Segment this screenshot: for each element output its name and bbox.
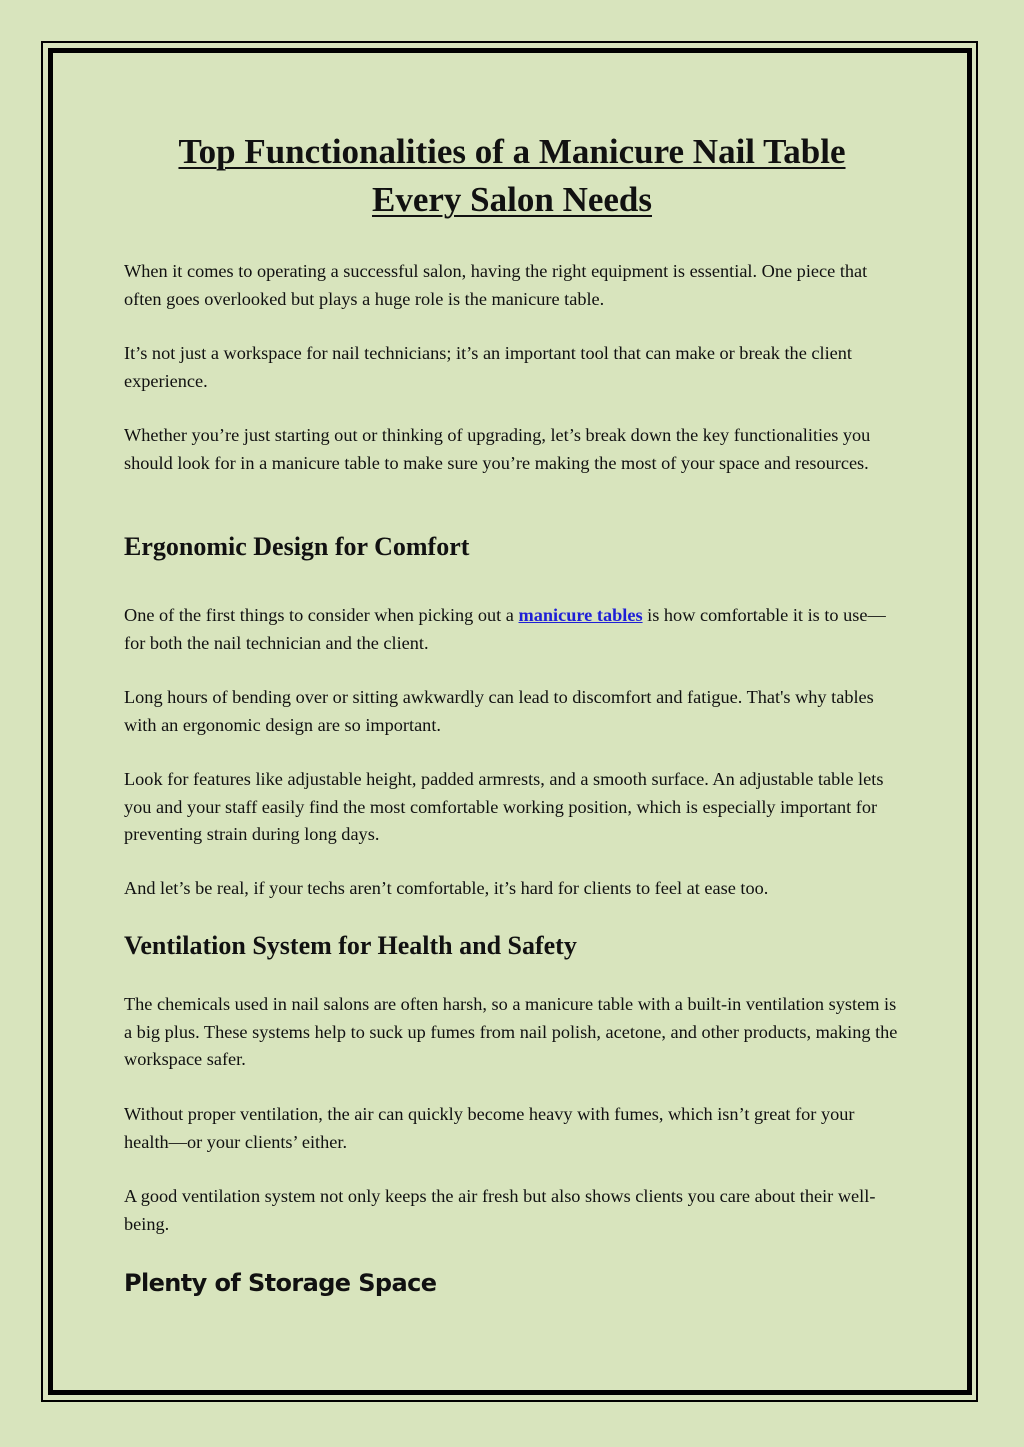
ergonomic-paragraph-2: Long hours of bending over or sitting awkwardly can lead to discomfort and fatigue. That's why tables with an ergonomic design are so important. bbox=[124, 687, 874, 735]
ventilation-paragraph-1: The chemicals used in nail salons are often harsh, so a manicure table with a built-in ventilation system is a big plus. These systems help to suck up fumes from nail polish, acetone, and other products, making the workspace safer. bbox=[124, 994, 898, 1069]
document-title bbox=[124, 128, 900, 224]
intro-paragraph-3: Whether you’re just starting out or thinking of upgrading, let’s break down the key functionalities you should look for in a manicure table to make sure you’re making the most of your space and resources. bbox=[124, 425, 871, 473]
ergonomic-paragraph-4: And let’s be real, if your techs aren’t comfortable, it’s hard for clients to feel at ease too. bbox=[124, 878, 769, 898]
intro-paragraph-2: It’s not just a workspace for nail technicians; it’s an important tool that can make or break the client experience. bbox=[124, 343, 852, 391]
ventilation-paragraph-2: Without proper ventilation, the air can quickly become heavy with fumes, which isn’t great for your health—or your clients’ either. bbox=[124, 1104, 855, 1152]
section-heading-ventilation: Ventilation System for Health and Safety bbox=[124, 931, 577, 960]
section-heading-ergonomic: Ergonomic Design for Comfort bbox=[124, 532, 470, 561]
ergonomic-paragraph-3: Look for features like adjustable height, padded armrests, and a smooth surface. An adjustable table lets you and your staff easily find the most comfortable working position, which is especially important for preventing strain during long days. bbox=[124, 769, 884, 844]
title-line-2: Every Salon Needs bbox=[372, 180, 652, 219]
ventilation-paragraph-3: A good ventilation system not only keeps the air fresh but also shows clients you care about their well-being. bbox=[124, 1186, 876, 1234]
ergonomic-paragraph-1 bbox=[124, 602, 900, 657]
section-heading-storage: Plenty of Storage Space bbox=[124, 1269, 437, 1297]
ergonomic-p1-after: is how comfortable it is to use—for both the nail technician and the client. bbox=[124, 605, 886, 653]
title-line-1: Top Functionalities of a Manicure Nail Table bbox=[178, 132, 846, 171]
intro-paragraph-1: When it comes to operating a successful salon, having the right equipment is essential. One piece that often goes overlooked but plays a huge role is the manicure table. bbox=[124, 261, 868, 309]
ergonomic-p1-before: One of the first things to consider when picking out a bbox=[124, 605, 519, 625]
manicure-tables-link[interactable]: manicure tables bbox=[518, 605, 643, 625]
